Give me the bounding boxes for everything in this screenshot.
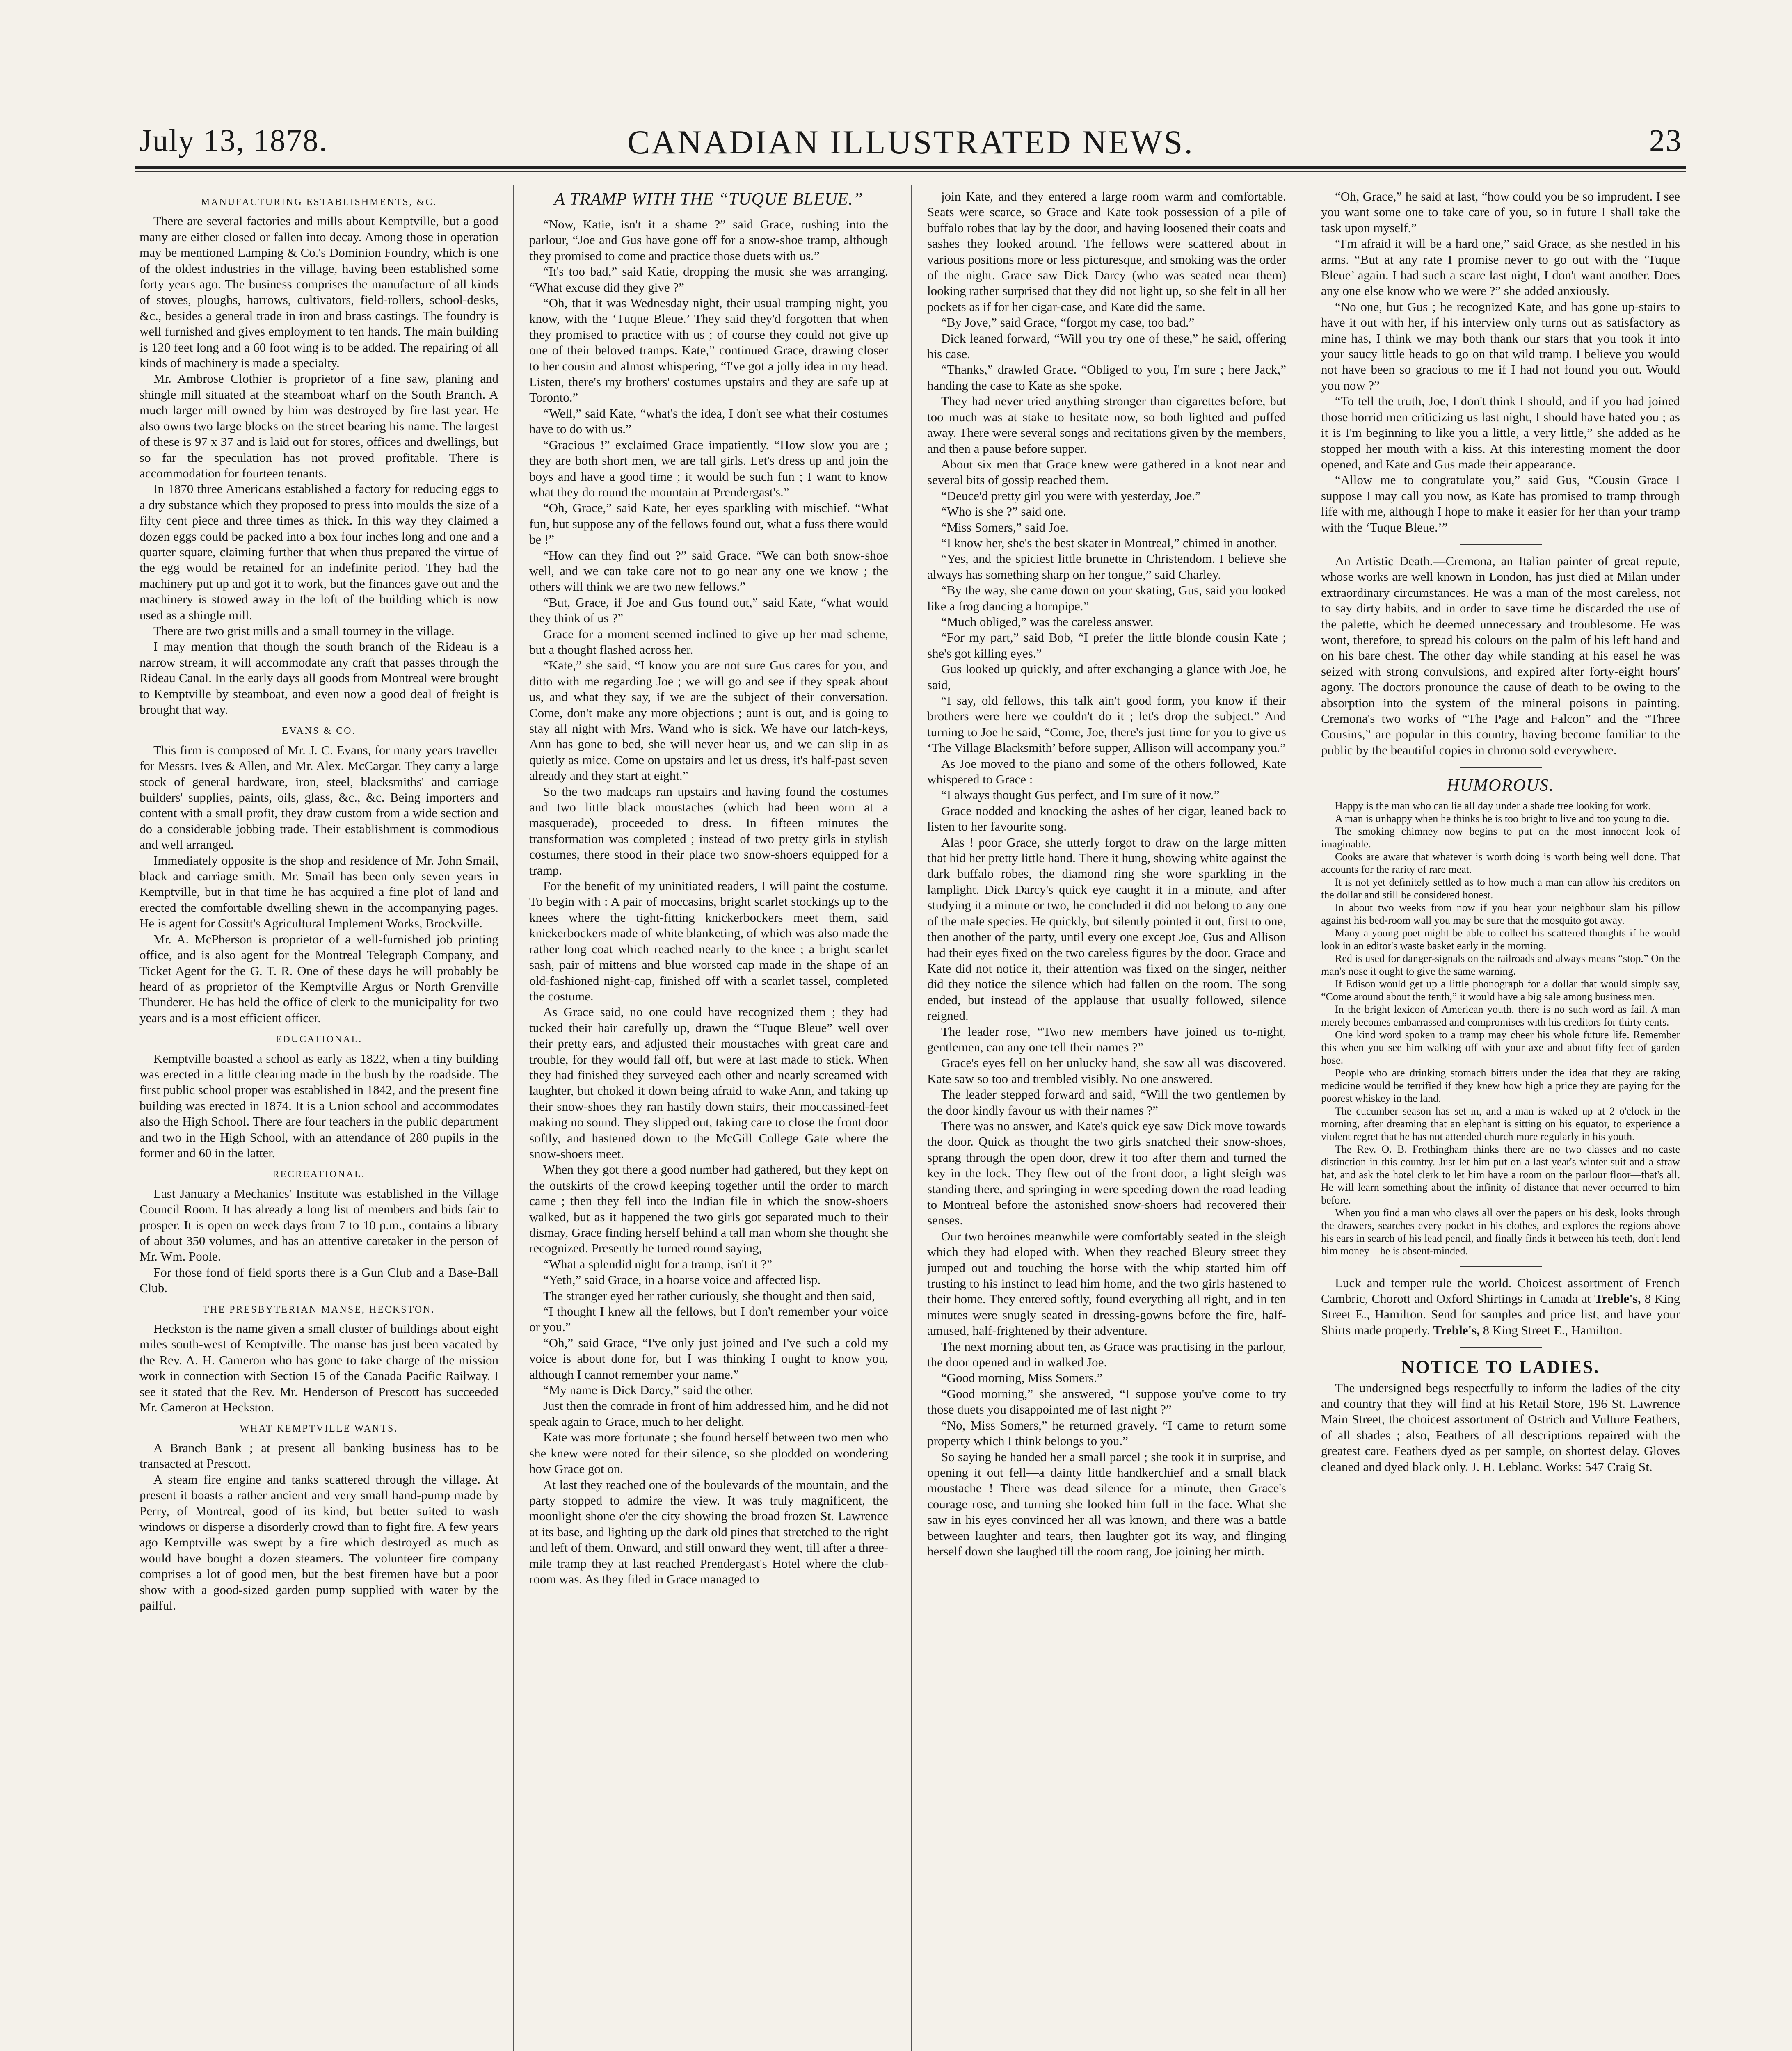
page-header	[139, 123, 1682, 172]
list-item: Cooks are aware that whatever is worth doing is worth being well done. That accounts for the rarity of rare meat.	[1321, 850, 1680, 875]
list-item: It is not yet definitely settled as to how much a man can allow his creditors on the dollar and still be considered honest.	[1321, 876, 1680, 901]
column-3	[927, 189, 1286, 2051]
paragraph: join Kate, and they entered a large room warm and comfortable. Seats were scarce, so Grace and Kate took possession of a pile of buffalo robes that lay by the door, and having loosened their coats and sashes they looked around. The fellows were scattered about in various positions more or less picturesque, and smoking was the order of the night. Grace saw Dick Darcy (who was seated near them) looking rather surprised that they did not light up, so she felt in all her pockets as if for her cigar-case, and Kate did the same.	[927, 189, 1286, 314]
paragraph: At last they reached one of the boulevards of the mountain, and the party stopped to admire the view. It was truly magnificent, the moonlight shone o'er the city showing the broad frozen St. Lawrence at its base, and lighting up the dark old pines that stretched to the right and left of them. Onward, and still onward they went, till after a three-mile tramp they at last reached Prendergast's Hotel where the club-room was. As they filed in Grace managed to	[529, 1477, 888, 1586]
paragraph: So the two madcaps ran upstairs and having found the costumes and two little black moustaches (which had been worn at a masquerade), proceeded to dress. In fifteen minutes the transformation was completed ; instead of two pretty girls in stylish costumes, there stood in their place two snow-shoers equipped for a tramp.	[529, 784, 888, 877]
paragraph: “Well,” said Kate, “what's the idea, I don't see what their costumes have to do with us.”	[529, 406, 888, 436]
paragraph: The stranger eyed her rather curiously, she thought and then said,	[543, 1288, 875, 1303]
notice-text: The undersigned begs respectfully to inform the ladies of the city and country that they will find at his Retail Store, 196 St. Lawrence Main Street, the choicest assortment of Ostrich and Vulture Feathers, of all shades ; also, Feathers of all descriptions repaired with the greatest care. Feathers dyed as per sample, on shortest delay. Gloves cleaned and dyed black only. J. H. Leblanc. Works: 547 Craig St.	[1321, 1380, 1680, 1474]
section-heading: EDUCATIONAL.	[275, 1034, 363, 1045]
paragraph: “I always thought Gus perfect, and I'm sure of it now.”	[941, 788, 1220, 802]
story-title: A TRAMP WITH THE “TUQUE BLEUE.”	[554, 190, 863, 209]
paragraph: “No one, but Gus ; he recognized Kate, and has gone up-stairs to have it out with her, if his interview only turns out as satisfactory as mine has, I think we may both thank our stars that you took it into your saucy little heads to go on that wild tramp. I believe you would not have been so gracious to me if I had not found you out. Would you now ?”	[1321, 299, 1680, 393]
list-item: Red is used for danger-signals on the railroads and always means “stop.” On the man's nose it ought to give the same warning.	[1321, 952, 1680, 977]
paragraph: They had never tried anything stronger than cigarettes before, but too much was at stake to hesitate now, so both lighted and puffed away. There were several songs and recitations given by the members, and then a pause before supper.	[927, 394, 1286, 456]
paragraph: “Thanks,” drawled Grace. “Obliged to you, I'm sure ; here Jack,” handing the case to Kate as she spoke.	[927, 362, 1286, 393]
paragraph: “Oh, Grace,” he said at last, “how could you be so imprudent. I see you want some one to take care of you, so in future I shall take the task upon myself.”	[1321, 189, 1680, 235]
paragraph: “Oh,” said Grace, “I've only just joined and I've such a cold my voice is about done for, but I was thinking I ought to know you, although I cannot remember your name.”	[529, 1335, 888, 1382]
paragraph: Kate was more fortunate ; she found herself between two men who she knew were noted for their silence, so she plodded on wondering how Grace got on.	[529, 1430, 888, 1476]
paragraph: “I'm afraid it will be a hard one,” said Grace, as she nestled in his arms. “But at any rate I promise never to go out with the ‘Tuque Bleue’ again. I had such a scare last night, I don't want another. Does any one else know who we were ?” she added anxiously.	[1321, 236, 1680, 298]
paragraph: There are two grist mills and a small tourney in the village.	[153, 623, 455, 638]
section-heading: HUMOROUS.	[1447, 776, 1554, 795]
paragraph: Mr. Ambrose Clothier is proprietor of a fine saw, planing and shingle mill situated at the steamboat wharf on the South Branch. A much larger mill owned by him was destroyed by fire last year. He also owns two large blocks on the street bearing his name. The largest of these is 97 x 37 and is laid out for stores, offices and dwellings, but so far the speculation has not proved profitable. There is accommodation for fourteen tenants.	[139, 371, 498, 480]
notice-heading: NOTICE TO LADIES.	[1401, 1357, 1600, 1377]
paragraph: “Who is she ?” said one.	[941, 504, 1066, 519]
ad-store-name: Treble's,	[1594, 1291, 1641, 1306]
paragraph: As Grace said, no one could have recognized them ; they had tucked their hair carefully up, drawn the “Tuque Bleue” well over their pretty ears, and adjusted their moustaches with great care and trouble, for they would fall off, but were at last made to stick. When they had finished they surveyed each other and nearly screamed with laughter, but choked it down being afraid to wake Ann, and taking up their snow-shoes they ran hastily down stairs, their moccassined-feet making no sound. They slipped out, taking care to close the front door softly, and hastened down to the McGill College Gate where the snow-shoers meet.	[529, 1005, 888, 1161]
paragraph: Grace nodded and knocking the ashes of her cigar, leaned back to listen to her favourite song.	[927, 803, 1286, 834]
humorous-items	[1321, 799, 1680, 1257]
paragraph: Just then the comrade in front of him addressed him, and he did not speak again to Grace, much to her delight.	[529, 1398, 888, 1429]
ad-text: Luck and temper rule the world. Choicest assortment of French Cambric, Chorott and Oxford Shirtings in Canada at	[1321, 1275, 1680, 1306]
section-heading: EVANS & CO.	[282, 726, 356, 737]
paragraph: “Kate,” she said, “I know you are not sure Gus cares for you, and ditto with me regarding Joe ; we will go and see if they speak about us, and what they say, if we are the subject of their conversation. Come, don't make any more objections ; aunt is out, and is going to stay all night with Mrs. Wand who is sick. We have our latch-keys, Ann has gone to bed, she will never hear us, and we can slip in as quietly as mice. Come on upstairs and let us dress, it's half-past seven already and they start at eight.”	[529, 658, 888, 783]
masthead-title: CANADIAN ILLUSTRATED NEWS.	[627, 123, 1194, 161]
paragraph: “Oh, Grace,” said Kate, her eyes sparkling with mischief. “What fun, but suppose any of the fellows found out, what a fuss there would be !”	[529, 500, 888, 547]
paragraph: The leader stepped forward and said, “Will the two gentlemen by the door kindly favour us with their names ?”	[927, 1087, 1286, 1117]
paragraph: “Gracious !” exclaimed Grace impatiently. “How slow you are ; they are both short men, we are tall girls. Let's dress up and join the boys and have a good time ; it would be such fun ; I want to know what they do round the mountain at Prendergast's.”	[529, 437, 888, 499]
paragraph: “Miss Somers,” said Joe.	[941, 520, 1069, 534]
divider	[1460, 767, 1542, 768]
ad-text: 8 King Street E., Hamilton.	[1479, 1322, 1623, 1337]
paragraph: “How can they find out ?” said Grace. “We can both snow-shoe well, and we can take care not to go near any one we know ; the others will think we are two new fellows.”	[529, 548, 888, 594]
column-1	[139, 189, 498, 2051]
list-item: People who are drinking stomach bitters under the idea that they are taking medicine would be terrified if they knew how high a price they are paying for the poorest whiskey in the land.	[1321, 1067, 1680, 1104]
paragraph: Last January a Mechanics' Institute was established in the Village Council Room. It has already a long list of members and bids fair to prosper. It is open on week days from 7 to 10 p.m., contains a library of about 350 volumes, and has an attentive caretaker in the person of Mr. Wm. Poole.	[139, 1186, 498, 1264]
divider	[1460, 544, 1542, 545]
paragraph: “Much obliged,” was the careless answer.	[941, 614, 1154, 629]
list-item: The cucumber season has set in, and a man is waked up at 2 o'clock in the morning, after dreaming that an elephant is sitting on his equator, to experience a violent regret that he has not attended church more regularly in his youth.	[1321, 1105, 1680, 1142]
ad-store-name: Treble's,	[1433, 1322, 1480, 1337]
paragraph: When they got there a good number had gathered, but they kept on the outskirts of the crowd keeping together until the order to march came ; then they fell into the Indian file in which the snow-shoers walked, but as it happened the two girls got separated much to their dismay, Grace finding herself behind a tall man whom she thought she recognized. Presently he turned round saying,	[529, 1162, 888, 1256]
paragraph: “I say, old fellows, this talk ain't good form, you know if their brothers were here we couldn't do it ; let's drop the subject.” And turning to Joe he said, “Come, Joe, there's just time for you to give us ‘The Village Blacksmith’ before supper, Allison will accompany you.”	[927, 693, 1286, 755]
list-item: In the bright lexicon of American youth, there is no such word as fail. A man merely becomes embarrassed and compromises with his creditors for thirty cents.	[1321, 1003, 1680, 1028]
paragraph: “To tell the truth, Joe, I don't think I should, and if you had joined those horrid men criticizing us last night, I should have hated you ; as it is I'm beginning to like you a little, a very little,” she added as he stopped her mouth with a kiss. At this interesting moment the door opened, and Kate and Gus made their appearance.	[1321, 394, 1680, 471]
paragraph: “Now, Katie, isn't it a shame ?” said Grace, rushing into the parlour, “Joe and Gus have gone off for a snow-shoe tramp, although they promised to come and practice those duets with us.”	[529, 217, 888, 263]
paragraph: The next morning about ten, as Grace was practising in the parlour, the door opened and in walked Joe.	[927, 1339, 1286, 1370]
section-heading: MANUFACTURING ESTABLISHMENTS, &C.	[201, 197, 437, 208]
paragraph: Alas ! poor Grace, she utterly forgot to draw on the large mitten that hid her pretty little hand. There it hung, showing white against the dark buffalo robes, the diamond ring she wore sparkling in the lamplight. Dick Darcy's quick eye caught it in a minute, and after studying it a minute or two, he concluded it did not belong to any one of the male species. He quickly, but silently pointed it out, first to one, then another of the party, until every one except Joe, Gus and Allison had their eyes fixed on the two careless figures by the door. Grace and Kate did not notice it, their attention was fixed on the singer, neither did they notice the silence which had fallen on the room. The song ended, but instead of the applause that usually followed, silence reigned.	[927, 835, 1286, 1023]
advertisement	[1321, 1275, 1680, 1338]
paragraph: A Branch Bank ; at present all banking business has to be transacted at Prescott.	[139, 1440, 498, 1471]
header-rule-thin	[135, 171, 1686, 172]
paragraph: The leader rose, “Two new members have joined us to-night, gentlemen, can any one tell their names ?”	[927, 1024, 1286, 1054]
list-item: The Rev. O. B. Frothingham thinks there are no two classes and no caste distinction in this country. Just let him put on a last year's winter suit and a straw hat, and ask the hotel clerk to let him have a room on the parlour floor—that's all. He will learn something about the infinity of distance that never occurred to him before.	[1321, 1143, 1680, 1206]
paragraph: “It's too bad,” said Katie, dropping the music she was arranging. “What excuse did they give ?”	[529, 264, 888, 295]
paragraph: So saying he handed her a small parcel ; she took it in surprise, and opening it out fell—a dainty little handkerchief and a small black moustache ! There was dead silence for a minute, then Grace's courage rose, and turning she looked him full in the face. What she saw in his eyes convinced her all was known, and there was a battle between laughter and tears, then laughter got its way, and flinging herself down she laughed till the room rang, Joe joining her mirth.	[927, 1449, 1286, 1558]
list-item: A man is unhappy when he thinks he is too bright to live and too young to die.	[1335, 812, 1669, 825]
paragraph: In 1870 three Americans established a factory for reducing eggs to a dry substance which they proposed to press into moulds the size of a fifty cent piece and three times as thick. In this way they claimed a dozen eggs could be packed into a box four inches long and one and a quarter square, claiming further that when thus prepared the virtue of the egg would be retained for an indefinite period. They had the machinery put up and got it to work, but the finances gave out and the machinery is stowed away in the loft of the building which is now used as a shingle mill.	[139, 482, 498, 622]
paragraph: A steam fire engine and tanks scattered through the village. At present it boasts a rather ancient and very small hand-pump made by Perry, of Montreal, good of its kind, but better suited to wash windows or disperse a disorderly crowd than to fight fire. A few years ago Kemptville was swept by a fire which destroyed as much as would have bought a dozen steamers. The volunteer fire company comprises a lot of good men, but the best firemen have but a poor show with a good-sized garden pump supplied with water by the pailful.	[139, 1472, 498, 1612]
column-rule	[513, 185, 514, 2051]
list-item: Many a young poet might be able to collect his scattered thoughts if he would look in an editor's waste basket early in the morning.	[1321, 927, 1680, 952]
paragraph: There are several factories and mills about Kemptville, but a good many are either closed or fallen into decay. Among those in operation may be mentioned Lamping & Co.'s Dominion Foundry, which is one of the oldest industries in the village, having been established some forty years ago. The business comprises the manufacture of all kinds of stoves, ploughs, harrows, cultivators, field-rollers, school-desks, &c., besides a general trade in iron and brass castings. The foundry is well furnished and gives employment to ten hands. The main building is 120 feet long and a 60 foot wing is to be added. The repairing of all kinds of machinery is made a specialty.	[139, 214, 498, 370]
paragraph: Mr. A. McPherson is proprietor of a well-furnished job printing office, and is also agent for the Montreal Telegraph Company, and Ticket Agent for the G. T. R. One of these days he will probably be heard of as proprietor of the Kemptville Argus or North Grenville Thunderer. He has held the office of clerk to the municipality for two years and is a most efficient officer.	[139, 932, 498, 1025]
paragraph: “Yeth,” said Grace, in a hoarse voice and affected lisp.	[543, 1272, 821, 1287]
section-heading: WHAT KEMPTVILLE WANTS.	[240, 1423, 398, 1434]
paragraph: “Allow me to congratulate you,” said Gus, “Cousin Grace I suppose I may call you now, as Kate has promised to tramp through life with me, although I hope to make it easier for her than your tramp with the ‘Tuque Bleue.’”	[1321, 473, 1680, 534]
paragraph: An Artistic Death.—Cremona, an Italian painter of great repute, whose works are well known in London, has just died at Milan under extraordinary circumstances. He was a man of the most careless, not to say dirty habits, and in order to save time he discarded the use of the palette, which he deemed unnecessary and troublesome. He was wont, therefore, to spread his colours on the palm of his left hand and on his bare chest. The other day while standing at his easel he was seized with strong convulsions, and expired after forty-eight hours' agony. The doctors pronounce the cause of death to be owing to the absorption into the system of the mineral poisons in painting. Cremona's two works of “The Page and Falcon” and the “Three Cousins,” are popular in this country, having become familiar to the public by the beautiful copies in chromo sold everywhere.	[1321, 553, 1680, 757]
paragraph: For those fond of field sports there is a Gun Club and a Base-Ball Club.	[139, 1265, 498, 1295]
paragraph: Grace's eyes fell on her unlucky hand, she saw all was discovered. Kate saw so too and trembled visibly. No one answered.	[927, 1055, 1286, 1086]
issue-date: July 13, 1878.	[139, 123, 328, 158]
paragraph: This firm is composed of Mr. J. C. Evans, for many years traveller for Messrs. Ives & Allen, and Mr. Alex. McCargar. They carry a large stock of general hardware, iron, steel, blacksmiths' and carriage builders' supplies, paints, oils, glass, &c., &c. Being importers and content with a small profit, they draw custom from a wide section and do a considerable jobbing trade. Their establishment is commodious and well arranged.	[139, 742, 498, 852]
paragraph: “By the way, she came down on your skating, Gus, said you looked like a frog dancing a hornpipe.”	[927, 583, 1286, 613]
paragraph: Kemptville boasted a school as early as 1822, when a tiny building was erected in a little clearing made in the bush by the roadside. The first public school proper was established in 1842, and the present fine building was erected in 1874. It is a Union school and accommodates also the High School. There are four teachers in the public department and two in the High School, with an attendance of 280 pupils in the former and 60 in the latter.	[139, 1051, 498, 1160]
divider	[1460, 1266, 1542, 1267]
paragraph: Heckston is the name given a small cluster of buildings about eight miles south-west of Kemptville. The manse has just been vacated by the Rev. A. H. Cameron who has gone to take charge of the mission work in connection with Section 15 of the Canada Pacific Railway. I see it stated that the Rev. Mr. Henderson of Prescott has succeeded Mr. Cameron at Heckston.	[139, 1321, 498, 1415]
list-item: When you find a man who claws all over the papers on his desk, looks through the drawers, searches every pocket in his clothes, and explores the regions above his ears in search of his lead pencil, and finally finds it between his teeth, don't lend him money—he is absent-minded.	[1321, 1206, 1680, 1257]
paragraph: Our two heroines meanwhile were comfortably seated in the sleigh which they had eloped with. When they reached Bleury street they jumped out and touching the horse with the whip started him off trusting to his instinct to lead him home, and the two girls hastened to their home. They entered softly, found everything all right, and in ten minutes were snugly seated in dressing-gowns before the fire, half-amused, half-frightened by their adventure.	[927, 1229, 1286, 1338]
paragraph: “Good morning, Miss Somers.”	[941, 1370, 1103, 1385]
paragraph: “I thought I knew all the fellows, but I don't remember your voice or you.”	[529, 1304, 888, 1334]
paragraph: “But, Grace, if Joe and Gus found out,” said Kate, “what would they think of us ?”	[529, 595, 888, 626]
paragraph: “I know her, she's the best skater in Montreal,” chimed in another.	[941, 535, 1277, 550]
section-heading: RECREATIONAL.	[272, 1169, 366, 1180]
page-number: 23	[1649, 123, 1682, 158]
list-item: The smoking chimney now begins to put on the most innocent look of imaginable.	[1321, 825, 1680, 850]
paragraph: Grace for a moment seemed inclined to give up her mad scheme, but a thought flashed across her.	[529, 626, 888, 657]
list-item: If Edison would get up a little phonograph for a dollar that would simply say, “Come around about the tenth,” it would have a big sale among business men.	[1321, 978, 1680, 1003]
paragraph: Dick leaned forward, “Will you try one of these,” he said, offering his case.	[927, 331, 1286, 361]
list-item: Happy is the man who can lie all day under a shade tree looking for work.	[1335, 799, 1651, 812]
paragraph: For the benefit of my uninitiated readers, I will paint the costume. To begin with : A pair of moccasins, bright scarlet stockings up to the knees where the tight-fitting knickerbockers meet them, said knickerbockers made of white blanketing, of which was also made the rather long coat which reached nearly to the knee ; a bright scarlet sash, pair of mittens and blue worsted cap made in the shape of an old-fashioned night-cap, finished off with a scarlet tassel, completed the costume.	[529, 879, 888, 1003]
section-heading: THE PRESBYTERIAN MANSE, HECKSTON.	[203, 1304, 435, 1315]
column-4	[1321, 189, 1680, 2051]
paragraph: “Oh, that it was Wednesday night, their usual tramping night, you know, with the ‘Tuque Bleue.’ They said they'd forgotten that when they promised to practice with us ; of course they could not give up one of their beloved tramps. Kate,” continued Grace, drawing closer to her cousin and almost whispering, “I've got a jolly idea in my head. Listen, there's my brothers' costumes upstairs and they are safe up at Toronto.”	[529, 296, 888, 405]
paragraph: About six men that Grace knew were gathered in a knot near and several bits of gossip reached them.	[927, 457, 1286, 487]
header-rule	[135, 166, 1686, 169]
divider	[1460, 1347, 1542, 1348]
list-item: One kind word spoken to a tramp may cheer his whole future life. Remember this when you see him walking off with your axe and about fifty feet of garden hose.	[1321, 1028, 1680, 1066]
paragraph: “For my part,” said Bob, “I prefer the little blonde cousin Kate ; she's got killing eyes.”	[927, 630, 1286, 660]
paragraph: As Joe moved to the piano and some of the others followed, Kate whispered to Grace :	[927, 756, 1286, 787]
paragraph: “My name is Dick Darcy,” said the other.	[543, 1383, 753, 1398]
paragraph: Gus looked up quickly, and after exchanging a glance with Joe, he said,	[927, 662, 1286, 692]
paragraph: “Good morning,” she answered, “I suppose you've come to try those duets you disappointed me of last night ?”	[927, 1386, 1286, 1417]
list-item: In about two weeks from now if you hear your neighbour slam his pillow against his bed-room wall you may be sure that the mosquito got away.	[1321, 901, 1680, 926]
column-rule	[911, 185, 912, 2051]
ad-text: 8 King Street E., Hamilton. Send for samples and price list, and have your Shirts made properly.	[1321, 1291, 1680, 1337]
column-2	[529, 189, 888, 2051]
paragraph: There was no answer, and Kate's quick eye saw Dick move towards the door. Quick as thought the two girls snatched their snow-shoes, sprang through the open door, drew it too after them and turned the key in the lock. They flew out of the front door, a light sleigh was standing there, and springing in were speeding down the road leading to Montreal before the astonished snow-shoers had recovered their senses.	[927, 1118, 1286, 1228]
paragraph: I may mention that though the south branch of the Rideau is a narrow stream, it will accommodate any craft that passes through the Rideau Canal. In the early days all goods from Montreal were brought to Kemptville by steamboat, and even now a good deal of freight is brought that way.	[139, 639, 498, 717]
paragraph: “No, Miss Somers,” he returned gravely. “I came to return some property which I think belongs to you.”	[927, 1418, 1286, 1448]
paragraph: “Deuce'd pretty girl you were with yesterday, Joe.”	[941, 488, 1201, 503]
paragraph: “Yes, and the spiciest little brunette in Christendom. I believe she always has something sharp on her tongue,” said Charley.	[927, 551, 1286, 582]
paragraph: “What a splendid night for a tramp, isn't it ?”	[543, 1256, 773, 1271]
paragraph: “By Jove,” said Grace, “forgot my case, too bad.”	[941, 315, 1195, 330]
paragraph: Immediately opposite is the shop and residence of Mr. John Smail, black and carriage smith. Mr. Smail has been only seven years in Kemptville, but in that time he has acquired a fine plot of land and erected the comfortable dwelling shewn in the accompanying pages. He is agent for Cossitt's Agricultural Implement Works, Brockville.	[139, 853, 498, 931]
